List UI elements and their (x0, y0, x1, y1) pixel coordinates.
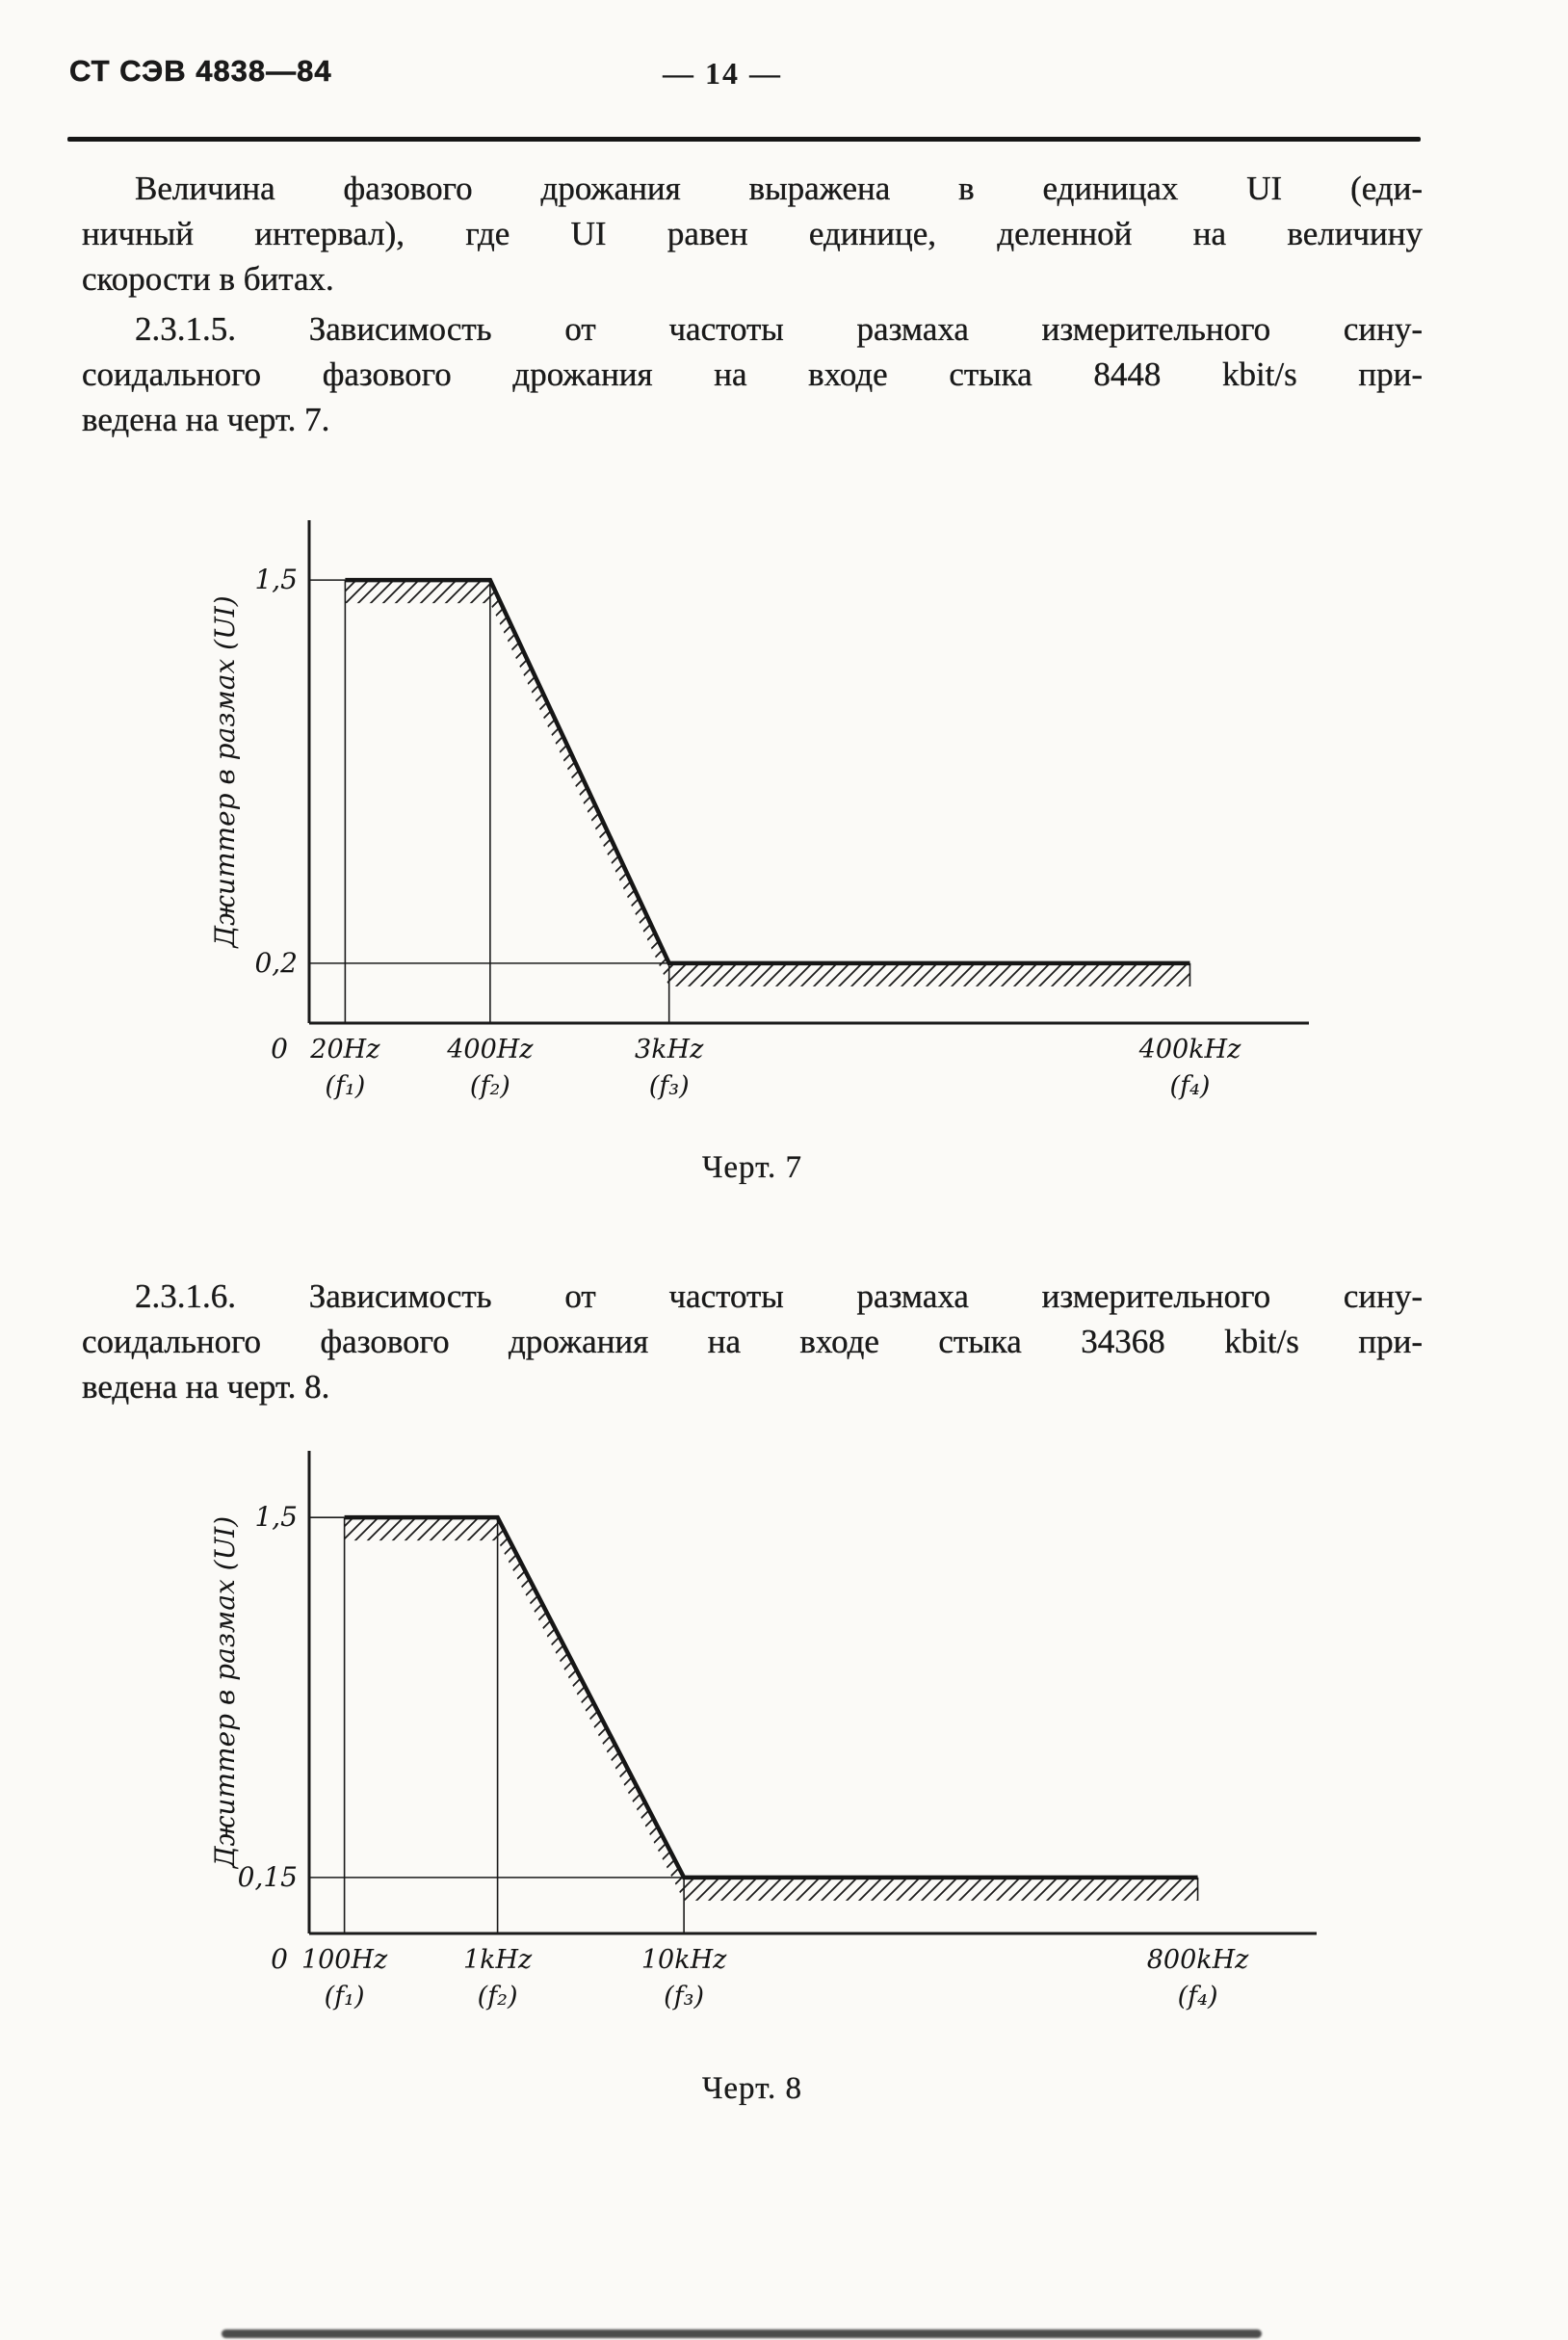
svg-text:(f₃): (f₃) (648, 1071, 690, 1101)
svg-text:800kHz: 800kHz (1146, 1945, 1249, 1975)
svg-text:(f₄): (f₄) (1177, 1982, 1218, 2011)
paragraph-line: 2.3.1.6. Зависимость от частоты размаха измерительного сину- (135, 1277, 1423, 1315)
svg-text:0: 0 (271, 1943, 288, 1975)
body-paragraph-2-3-1-5 (82, 306, 1423, 442)
standard-number: СТ СЭВ 4838—84 (69, 54, 332, 88)
figure-caption-7: Черт. 7 (701, 1150, 803, 1185)
paragraph-line: ничный интервал), где UI равен единице, деленной на величину (82, 215, 1423, 252)
svg-text:0,15: 0,15 (237, 1860, 298, 1893)
svg-text:(f₃): (f₃) (664, 1982, 705, 2011)
svg-text:0,2: 0,2 (254, 946, 298, 979)
svg-text:Джиттер в размах (UI): Джиттер в размах (UI) (209, 595, 241, 948)
body-paragraph-intro (82, 166, 1423, 302)
svg-text:(f₂): (f₂) (469, 1071, 510, 1101)
paragraph-line: соидального фазового дрожания на входе стыка 8448 kbit/s при- (82, 355, 1423, 393)
svg-text:20Hz: 20Hz (310, 1035, 380, 1065)
paragraph-line: 2.3.1.5. Зависимость от частоты размаха измерительного сину- (135, 310, 1423, 348)
jitter-chart-34368-kbit (135, 1435, 1387, 2033)
paragraph-line: Величина фазового дрожания выражена в единицах UI (еди- (135, 170, 1423, 207)
svg-text:1kHz: 1kHz (462, 1945, 533, 1975)
paragraph-line: ведена на черт. 8. (82, 1368, 330, 1406)
svg-text:400Hz: 400Hz (447, 1035, 534, 1065)
figure-caption-8: Черт. 8 (701, 2071, 803, 2106)
svg-text:1,5: 1,5 (254, 1501, 298, 1534)
svg-text:400kHz: 400kHz (1138, 1035, 1241, 1065)
page-number: — 14 — (663, 56, 782, 91)
header-rule (67, 137, 1421, 142)
svg-text:(f₁): (f₁) (325, 1071, 366, 1101)
jitter-chart-8448-kbit (135, 501, 1387, 1127)
paragraph-line: скорости в битах. (82, 260, 334, 298)
paragraph-line: соидального фазового дрожания на входе стыка 34368 kbit/s при- (82, 1323, 1423, 1360)
svg-text:0: 0 (271, 1033, 288, 1065)
svg-text:3kHz: 3kHz (635, 1035, 704, 1065)
svg-text:(f₄): (f₄) (1169, 1071, 1211, 1101)
svg-text:(f₂): (f₂) (477, 1982, 518, 2011)
body-paragraph-2-3-1-6 (82, 1274, 1423, 1409)
svg-text:1,5: 1,5 (254, 564, 298, 596)
svg-text:100Hz: 100Hz (301, 1945, 388, 1975)
svg-text:(f₁): (f₁) (324, 1982, 365, 2011)
svg-text:10kHz: 10kHz (640, 1945, 727, 1975)
paragraph-line: ведена на черт. 7. (82, 401, 330, 438)
scan-edge-artifact (222, 2329, 1262, 2338)
svg-text:Джиттер в размах (UI): Джиттер в размах (UI) (209, 1515, 241, 1869)
